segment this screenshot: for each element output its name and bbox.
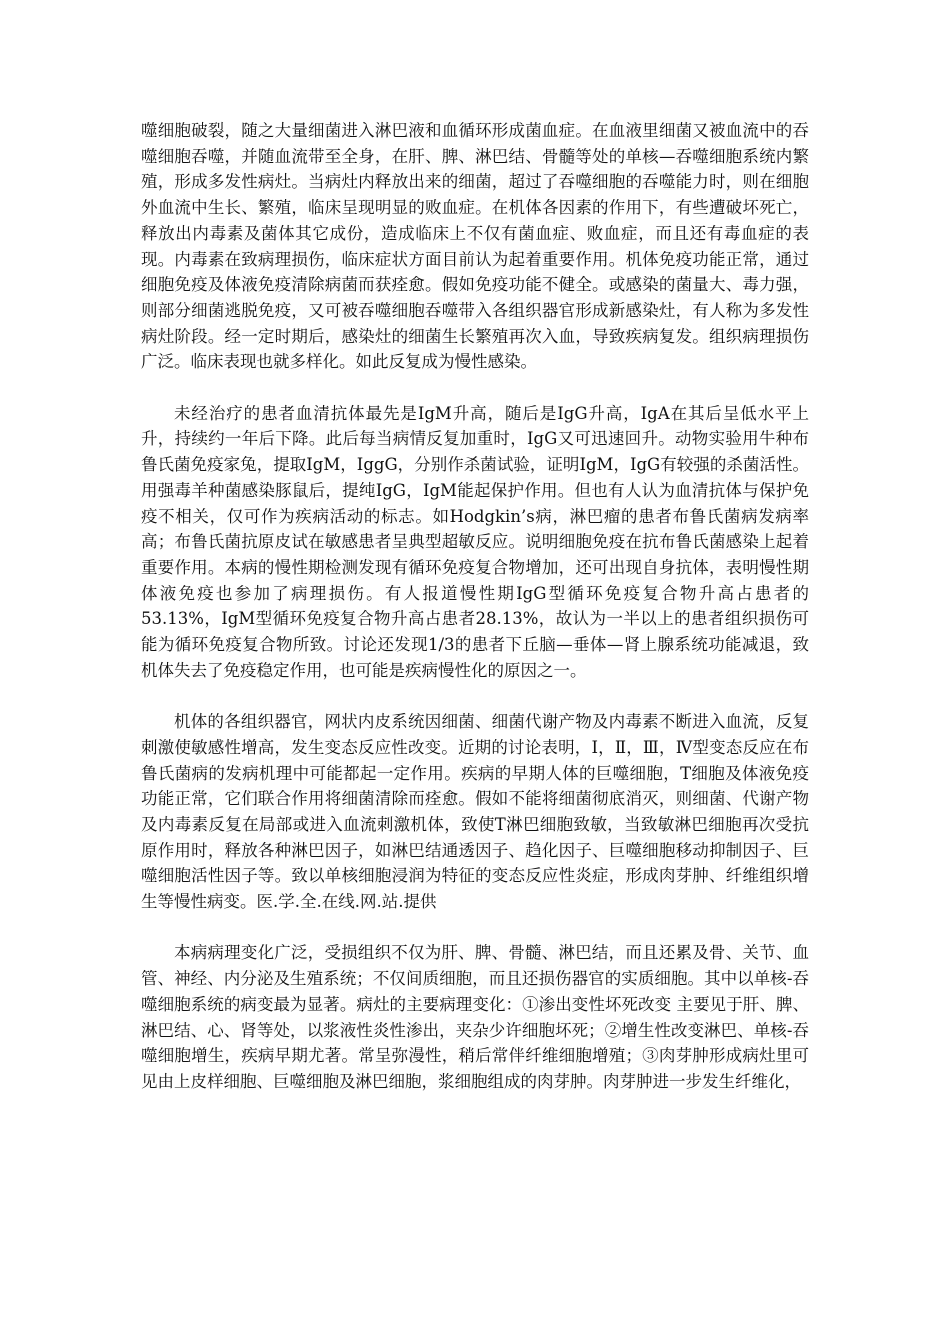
paragraph-antibodies: 未经治疗的患者血清抗体最先是IgM升高，随后是IgG升高，IgA在其后呈低水平上升，持续约一年后下降。此后每当病情反复加重时，IgG又可迅速回升。动物实验用牛种布鲁氏菌免疫家兔，提取IgM，IggG，分别作杀菌试验，证明IgM，IgG有较强的杀菌活性。用强毒羊种菌感染豚鼠后，提纯IgG，IgM能起保护作用。但也有人认为血清抗体与保护免疫不相关，仅可作为疾病活动的标志。如Hodgkin’s病，淋巴瘤的患者布鲁氏菌病发病率高；布鲁氏菌抗原皮试在敏感患者呈典型超敏反应。说明细胞免疫在抗布鲁氏菌感染上起着重要作用。本病的慢性期检测发现有循环免疫复合物增加，还可出现自身抗体，表明慢性期体液免疫也参加了病理损伤。有人报道慢性期IgG型循环免疫复合物升高占患者的53.13%，IgM型循环免疫复合物升高占患者28.13%，故认为一半以上的患者组织损伤可能为循环免疫复合物所致。讨论还发现1/3的患者下丘脑—垂体—肾上腺系统功能减退，致机体失去了免疫稳定作用，也可能是疾病慢性化的原因之一。 (141, 403, 809, 680)
paragraph-pathology: 本病病理变化广泛，受损组织不仅为肝、脾、骨髓、淋巴结，而且还累及骨、关节、血管、神经、内分泌及生殖系统；不仅间质细胞，而且还损伤器官的实质细胞。其中以单核-吞噬细胞系统的病变最为显著。病灶的主要病理变化：①渗出变性坏死改变 主要见于肝、脾、淋巴结、心、肾等处，以浆液性炎性渗出，夹杂少许细胞坏死；②增生性改变淋巴、单核-吞噬细胞增生，疾病早期尤著。常呈弥漫性，稍后常伴纤维细胞增殖；③肉芽肿形成病灶里可见由上皮样细胞、巨噬细胞及淋巴细胞，浆细胞组成的肉芽肿。肉芽肿进一步发生纤维化， (141, 943, 809, 1091)
document-page (141, 118, 809, 1120)
paragraph-bacteremia: 噬细胞破裂，随之大量细菌进入淋巴液和血循环形成菌血症。在血液里细菌又被血流中的吞噬细胞吞噬，并随血流带至全身，在肝、脾、淋巴结、骨髓等处的单核—吞噬细胞系统内繁殖，形成多发性病灶。当病灶内释放出来的细菌，超过了吞噬细胞的吞噬能力时，则在细胞外血流中生长、繁殖，临床呈现明显的败血症。在机体各因素的作用下，有些遭破坏死亡，释放出内毒素及菌体其它成份，造成临床上不仅有菌血症、败血症，而且还有毒血症的表现。内毒素在致病理损伤，临床症状方面目前认为起着重要作用。机体免疫功能正常，通过细胞免疫及体液免疫清除病菌而获痊愈。假如免疫功能不健全。或感染的菌量大、毒力强，则部分细菌逃脱免疫，又可被吞噬细胞吞噬带入各组织器官形成新感染灶，有人称为多发性病灶阶段。经一定时期后，感染灶的细菌生长繁殖再次入血，导致疾病复发。组织病理损伤广泛。临床表现也就多样化。如此反复成为慢性感染。 (141, 121, 809, 372)
paragraph-hypersensitivity: 机体的各组织器官，网状内皮系统因细菌、细菌代谢产物及内毒素不断进入血流，反复刺激使敏感性增高，发生变态反应性改变。近期的讨论表明，Ⅰ，Ⅱ，Ⅲ，Ⅳ型变态反应在布鲁氏菌病的发病机理中可能都起一定作用。疾病的早期人体的巨噬细胞，T细胞及体液免疫功能正常，它们联合作用将细菌清除而痊愈。假如不能将细菌彻底消灭，则细菌、代谢产物及内毒素反复在局部或进入血流刺激机体，致使T淋巴细胞致敏，当致敏淋巴细胞再次受抗原作用时，释放各种淋巴因子，如淋巴结通透因子、趋化因子、巨噬细胞移动抑制因子、巨噬细胞活性因子等。致以单核细胞浸润为特征的变态反应性炎症，形成肉芽肿、纤维组织增生等慢性病变。医.学.全.在线.网.站.提供 (141, 712, 809, 912)
